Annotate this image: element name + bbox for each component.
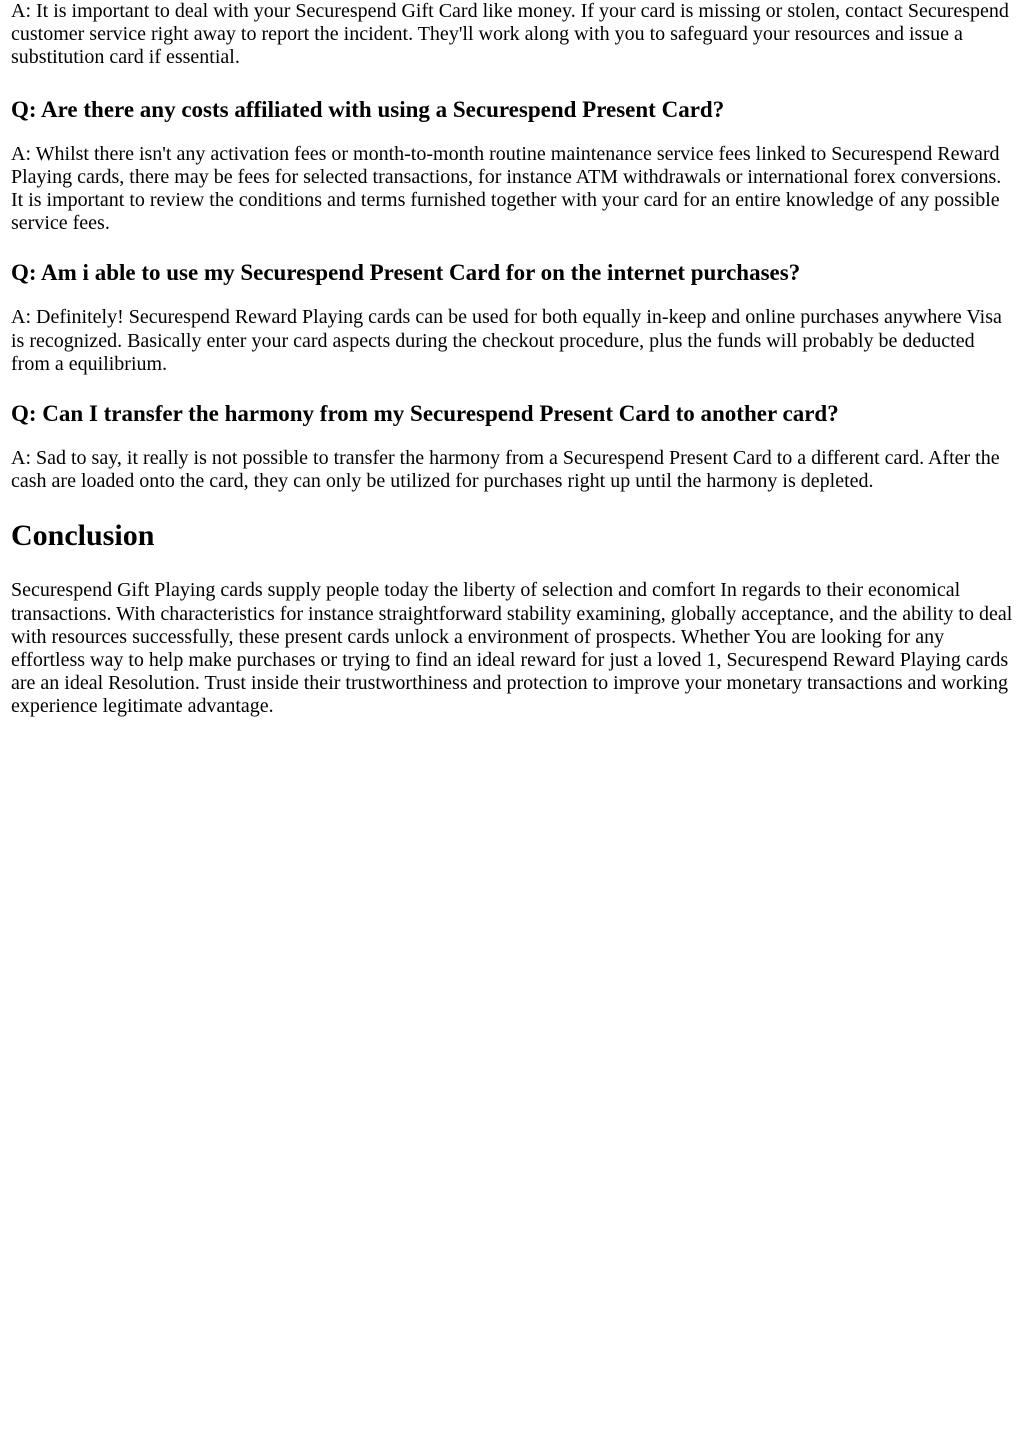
faq-answer: A: Definitely! Securespend Reward Playing cards can be used for both equally in-keep and online purchases anywhere Visa is recognized. Basically enter your card aspects during the checkout procedure, plus the funds will probably be deducted from a equilibrium. (11, 306, 1002, 375)
conclusion-text: Securespend Gift Playing cards supply people today the liberty of selection and comfort In regards to their economical transactions. With characteristics for instance straightforward stability examining, globally acceptance, and the ability to deal with resources successfully, these present cards unlock a environment of prospects. Whether You are looking for any effortless way to help make purchases or trying to find an ideal reward for just a loved 1, Securespend Reward Playing cards are an ideal Resolution. Trust inside their trustworthiness and protection to improve your monetary transactions and working experience legitimate advantage. (11, 579, 1013, 718)
intro-answer: A: It is important to deal with your Securespend Gift Card like money. If your card is missing or stolen, contact Securespend customer service right away to report the incident. They'll work along with you to safeguard your resources and issue a substitution card if essential. (11, 0, 1009, 69)
faq-answer: A: Whilst there isn't any activation fees or month-to-month routine maintenance service fees linked to Securespend Reward Playing cards, there may be fees for selected transactions, for instance ATM withdrawals or international forex conversions. It is important to review the conditions and terms furnished together with your card for an entire knowledge of any possible service fees. (11, 142, 1002, 235)
conclusion-heading: Conclusion (11, 519, 155, 553)
document-page (11, 0, 1015, 719)
faq-question: Q: Are there any costs affiliated with using a Securespend Present Card? (11, 96, 725, 122)
faq-question: Q: Can I transfer the harmony from my Securespend Present Card to another card? (11, 401, 839, 427)
faq-question: Q: Am i able to use my Securespend Present Card for on the internet purchases? (11, 260, 801, 286)
faq-answer: A: Sad to say, it really is not possible to transfer the harmony from a Securespend Present Card to a different card. After the cash are loaded onto the card, they can only be utilized for purchases right up until the harmony is depleted. (11, 447, 1000, 493)
